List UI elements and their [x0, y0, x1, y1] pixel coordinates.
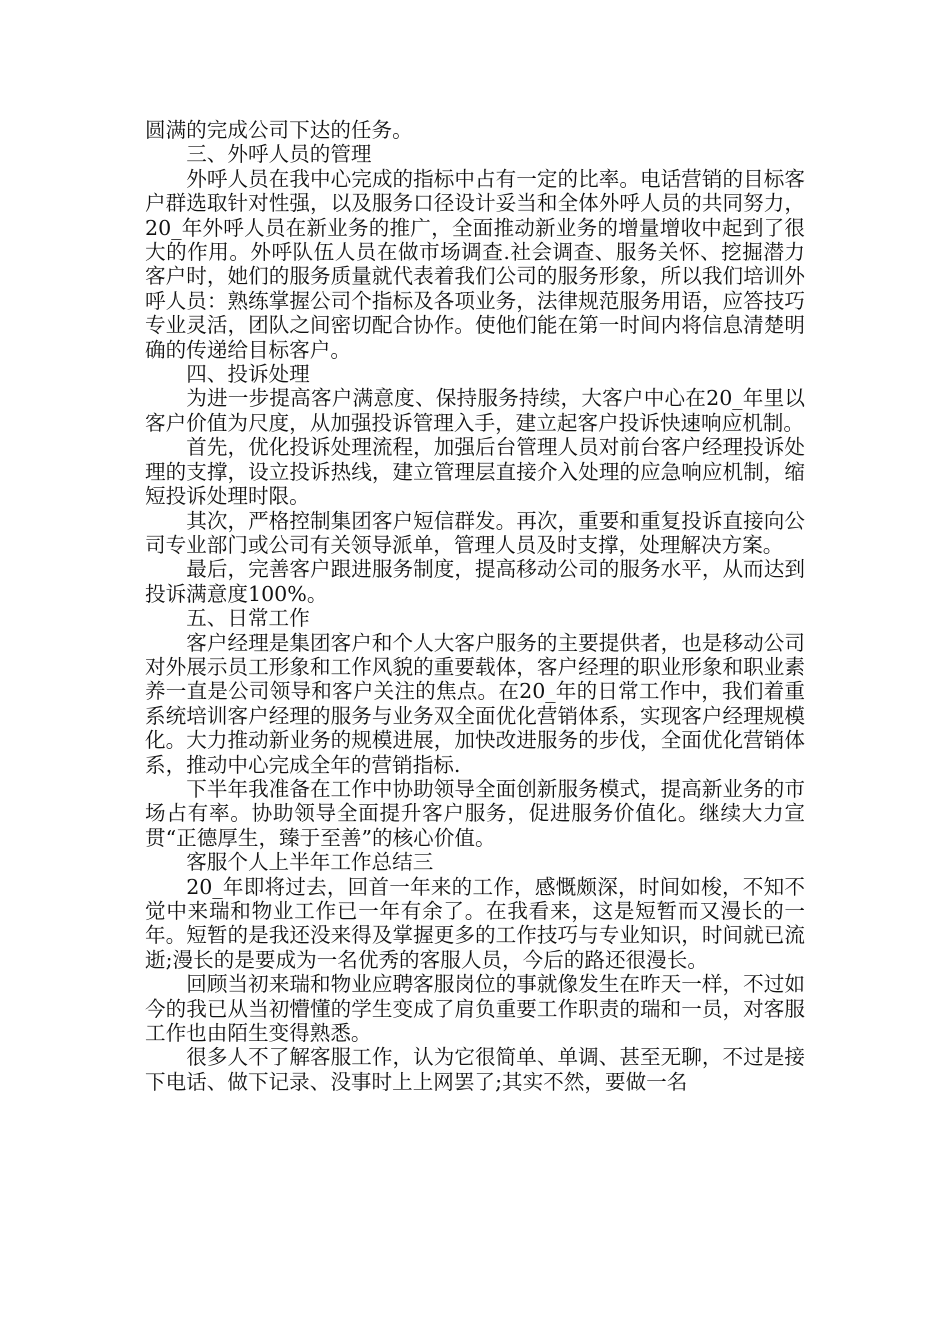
paragraph: 为进一步提高客户满意度、保持服务持续，大客户中心在20_年里以客户价值为尺度，从加强投诉管理入手，建立起客户投诉快速响应机制。 [145, 386, 805, 435]
document-page [145, 118, 805, 1094]
paragraph: 回顾当初来瑞和物业应聘客服岗位的事就像发生在昨天一样，不过如今的我已从当初懵懂的学生变成了肩负重要工作职责的瑞和一员，对客服工作也由陌生变得熟悉。 [145, 972, 805, 1046]
paragraph: 客户经理是集团客户和个人大客户服务的主要提供者，也是移动公司对外展示员工形象和工作风貌的重要载体，客户经理的职业形象和职业素养一直是公司领导和客户关注的焦点。在20_年的日常工作中，我们着重系统培训客户经理的服务与业务双全面优化营销体系，实现客户经理规模化。大力推动新业务的规模进展，加快改进服务的步伐，全面优化营销体系，推动中心完成全年的营销指标. [145, 630, 805, 777]
paragraph: 其次，严格控制集团客户短信群发。再次，重要和重复投诉直接向公司专业部门或公司有关领导派单，管理人员及时支撑，处理解决方案。 [145, 508, 805, 557]
paragraph: 首先，优化投诉处理流程，加强后台管理人员对前台客户经理投诉处理的支撑，设立投诉热线，建立管理层直接介入处理的应急响应机制，缩短投诉处理时限。 [145, 435, 805, 509]
paragraph: 圆满的完成公司下达的任务。 [145, 118, 413, 142]
paragraph: 最后，完善客户跟进服务制度，提高移动公司的服务水平，从而达到投诉满意度100%。 [145, 557, 805, 606]
section-heading-outbound-staff: 三、外呼人员的管理 [186, 142, 372, 167]
paragraph: 外呼人员在我中心完成的指标中占有一定的比率。电话营销的目标客户群选取针对性强，以及服务口径设计妥当和全体外呼人员的共同努力，20_年外呼人员在新业务的推广，全面推动新业务的增量增收中起到了很大的作用。外呼队伍人员在做市场调查.社会调查、服务关怀、挖掘潜力客户时，她们的服务质量就代表着我们公司的服务形象，所以我们培训外呼人员：熟练掌握公司个指标及各项业务，法律规范服务用语，应答技巧专业灵活，团队之间密切配合协作。使他们能在第一时间内将信息清楚明确的传递给目标客户。 [145, 166, 805, 362]
paragraph: 20_年即将过去，回首一年来的工作，感慨颇深，时间如梭，不知不觉中来瑞和物业工作已一年有余了。在我看来，这是短暂而又漫长的一年。短暂的是我还没来得及掌握更多的工作技巧与专业知识，时间就已流逝;漫长的是要成为一名优秀的客服人员，今后的路还很漫长。 [145, 874, 805, 972]
paragraph: 很多人不了解客服工作，认为它很简单、单调、甚至无聊，不过是接下电话、做下记录、没事时上上网罢了;其实不然，要做一名 [145, 1045, 805, 1094]
article-heading: 客服个人上半年工作总结三 [186, 850, 434, 875]
section-heading-daily-work: 五、日常工作 [186, 606, 310, 631]
paragraph: 下半年我准备在工作中协助领导全面创新服务模式，提高新业务的市场占有率。协助领导全面提升客户服务，促进服务价值化。继续大力宣贯“正德厚生，臻于至善”的核心价值。 [145, 776, 805, 850]
section-heading-complaints: 四、投诉处理 [186, 362, 310, 387]
